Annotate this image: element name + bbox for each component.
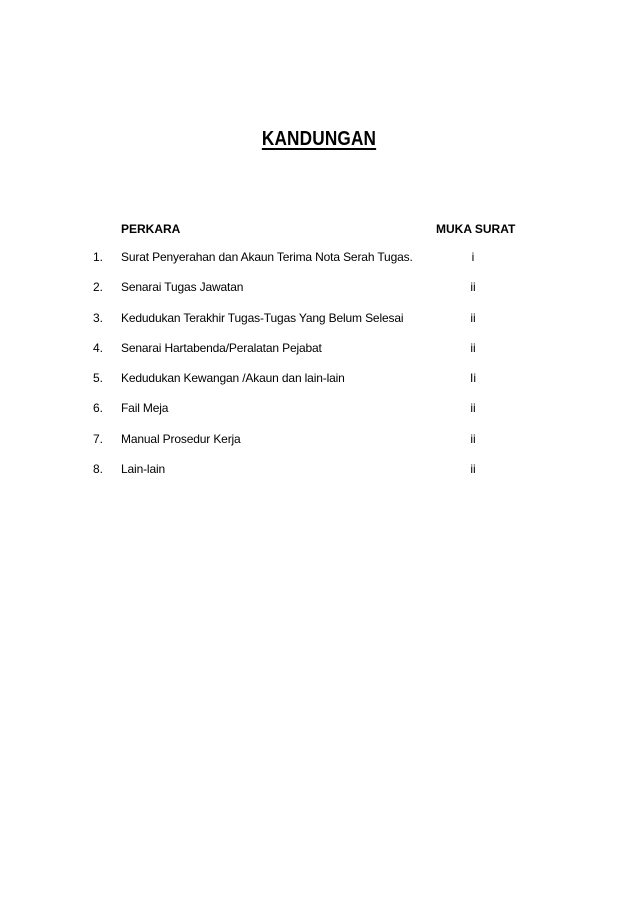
contents-row-4 [0,341,638,371]
contents-row-8 [0,462,638,492]
row-number: 4. [93,340,104,355]
row-label: Kedudukan Terakhir Tugas-Tugas Yang Belum Selesai [121,310,404,325]
contents-row-2 [0,280,638,310]
row-number: 7. [93,431,104,446]
row-page: ii [470,431,476,446]
row-label: Surat Penyerahan dan Akaun Terima Nota Serah Tugas. [121,250,413,264]
column-header-perkara: PERKARA [121,222,181,236]
contents-row-6 [0,401,638,431]
page-title: KANDUNGAN [261,128,377,150]
contents-row-1 [0,250,638,280]
column-header-muka-surat: MUKA SURAT [436,222,516,236]
row-page: Ii [470,371,476,386]
row-page: ii [470,340,476,355]
row-label: Fail Meja [121,401,169,416]
row-label: Senarai Tugas Jawatan [121,280,244,295]
row-page: ii [470,280,476,295]
contents-row-5 [0,371,638,401]
row-label: Senarai Hartabenda/Peralatan Pejabat [121,340,322,355]
row-number: 1. [93,250,104,264]
row-number: 3. [93,310,104,325]
contents-row-3 [0,311,638,341]
row-page: i [471,250,475,264]
row-label: Lain-lain [121,462,166,477]
row-number: 8. [93,462,104,477]
row-number: 6. [93,401,104,416]
row-number: 2. [93,280,104,295]
row-number: 5. [93,371,104,386]
row-label: Kedudukan Kewangan /Akaun dan lain-lain [121,371,345,386]
row-page: ii [470,401,476,416]
contents-row-7 [0,432,638,462]
contents-list [0,250,638,492]
row-page: ii [470,310,476,325]
row-page: ii [470,462,476,477]
row-label: Manual Prosedur Kerja [121,431,241,446]
